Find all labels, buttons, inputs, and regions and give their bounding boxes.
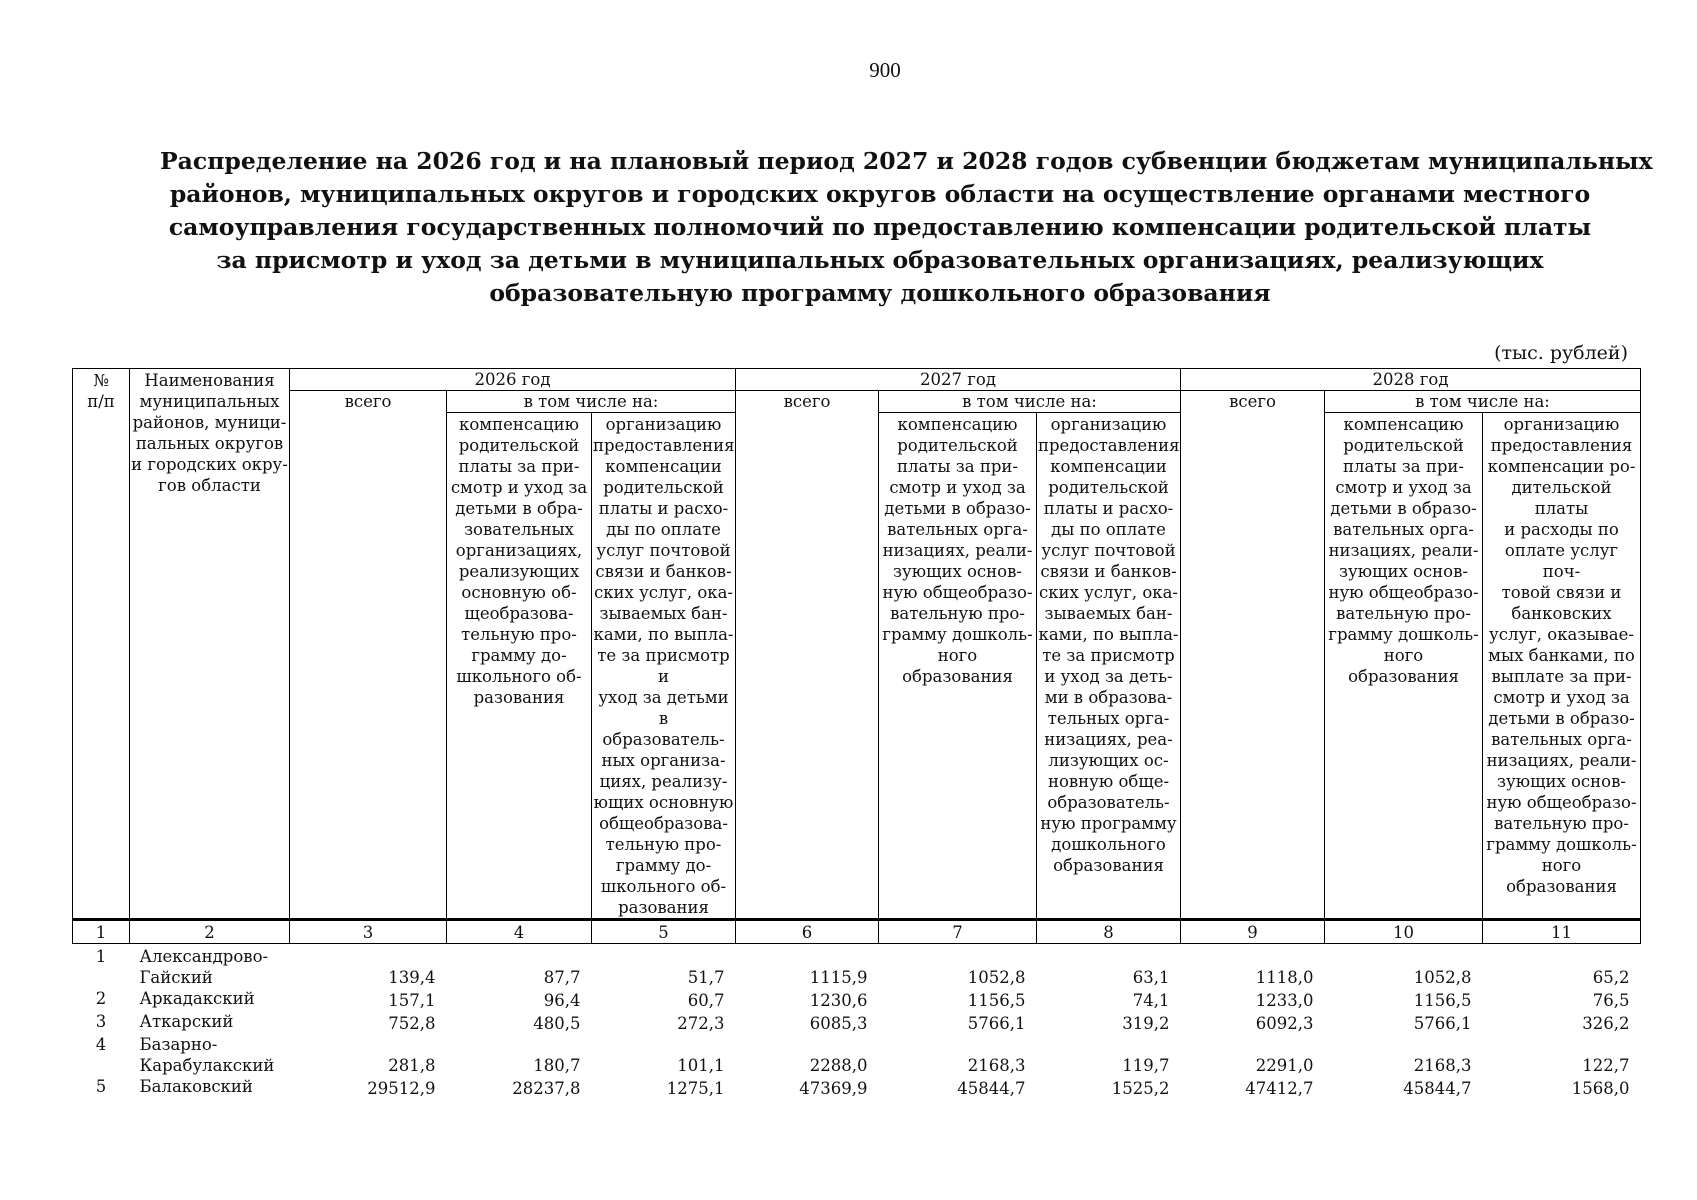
column-number: 1 (73, 920, 130, 944)
value-cell: 180,7 (533, 1056, 581, 1075)
value-cell: 45844,7 (1403, 1079, 1472, 1098)
value-cell: 2168,3 (967, 1056, 1026, 1075)
header-compensation: компенсацию родительской платы за при- смотр и уход за детьми в образо- вательных орга- низациях, реали- зующих основ- ную общеобразо- вательную про- грамму дошколь- ного образования (879, 413, 1037, 920)
value-cell: 1525,2 (1111, 1079, 1170, 1098)
column-number: 5 (592, 920, 736, 944)
table-row (73, 1076, 1641, 1099)
value-cell: 157,1 (388, 991, 436, 1010)
value-cell: 6092,3 (1255, 1014, 1314, 1033)
title-line: самоуправления государственных полномочий по предоставлению компенсации родительской платы (168, 213, 1592, 241)
value-cell: 29512,9 (367, 1079, 436, 1098)
title-line: районов, муниципальных округов и городских округов области на осуществление органами местного (169, 180, 1591, 208)
municipality-name: Аткарский (139, 1012, 234, 1031)
header-total: всего (290, 391, 447, 920)
units-label: (тыс. рублей) (1494, 342, 1628, 364)
value-cell: 45844,7 (957, 1079, 1026, 1098)
row-number: 3 (95, 1012, 107, 1031)
value-cell: 1233,0 (1255, 991, 1314, 1010)
header-organization: организацию предоставления компенсации родительской платы и расхо- ды по оплате услуг почтовой связи и банков- ских услуг, ока- зываемых бан- ками, по выпла- те за присмотр и уход за деть- ми в образова- тельных орга- низациях, реа- лизующих ос- новную обще- образователь- ную программу дошкольного образования (1037, 413, 1181, 920)
value-cell: 139,4 (388, 968, 436, 987)
header-compensation: компенсацию родительской платы за при- смотр и уход за детьми в образо- вательных орга- низациях, реали- зующих основ- ную общеобразо- вательную про- грамму дошколь- ного образования (1325, 413, 1483, 920)
header-compensation: компенсацию родительской платы за при- смотр и уход за детьми в обра- зовательных организациях, реализующих основную об- щеобразова- тельную про- грамму до- школьного об- разования (447, 413, 592, 920)
value-cell: 119,7 (1122, 1056, 1170, 1075)
value-cell: 5766,1 (967, 1014, 1026, 1033)
value-cell: 1275,1 (666, 1079, 725, 1098)
header-year-2026: 2026 год (290, 369, 736, 391)
column-number: 3 (290, 920, 447, 944)
row-number: 1 (95, 947, 107, 966)
table-row (73, 988, 1641, 1011)
value-cell: 752,8 (388, 1014, 436, 1033)
column-number: 11 (1483, 920, 1641, 944)
value-cell: 2291,0 (1255, 1056, 1314, 1075)
value-cell: 1118,0 (1255, 968, 1314, 987)
municipality-name: Базарно- Карабулакский (139, 1035, 275, 1075)
column-number: 2 (130, 920, 290, 944)
value-cell: 47369,9 (799, 1079, 868, 1098)
value-cell: 272,3 (677, 1014, 725, 1033)
column-number: 10 (1325, 920, 1483, 944)
column-number: 8 (1037, 920, 1181, 944)
column-number: 9 (1181, 920, 1325, 944)
header-name: Наименования муниципальных районов, муници- пальных округов и городских окру- гов области (130, 369, 290, 920)
value-cell: 65,2 (1592, 968, 1630, 987)
header-organization: организацию предоставления компенсации ро- дительской платы и расходы по оплате услуг поч- товой связи и банковских услуг, оказывае- мых банками, по выплате за при- смотр и уход за детьми в образо- вательных орга- низациях, реали- зующих основ- ную общеобразо- вательную про- грамму дошколь- ного образования (1483, 413, 1641, 920)
header-organization: организацию предоставления компенсации родительской платы и расхо- ды по оплате услуг почтовой связи и банков- ских услуг, ока- зываемых бан- ками, по выпла- те за присмотр и уход за детьми в образователь- ных организа- циях, реализу- ющих основную общеобразова- тельную про- грамму до- школьного об- разования (592, 413, 736, 920)
municipality-name: Александрово- Гайский (139, 947, 269, 987)
column-number: 4 (447, 920, 592, 944)
header-including: в том числе на: (447, 391, 736, 413)
header-number: № п/п (73, 369, 130, 920)
value-cell: 101,1 (677, 1056, 725, 1075)
title-line: за присмотр и уход за детьми в муниципальных образовательных организациях, реализующих (216, 246, 1544, 274)
table-row (73, 1034, 1641, 1076)
municipality-name: Балаковский (139, 1077, 253, 1096)
distribution-table (72, 368, 1641, 1099)
value-cell: 319,2 (1122, 1014, 1170, 1033)
title-line: Распределение на 2026 год и на плановый период 2027 и 2028 годов субвенции бюджетам муниципальных (160, 147, 1653, 175)
value-cell: 60,7 (687, 991, 725, 1010)
value-cell: 63,1 (1132, 968, 1170, 987)
header-including: в том числе на: (1325, 391, 1641, 413)
value-cell: 1052,8 (1413, 968, 1472, 987)
column-number: 7 (879, 920, 1037, 944)
column-number: 6 (736, 920, 879, 944)
value-cell: 74,1 (1132, 991, 1170, 1010)
value-cell: 1156,5 (1413, 991, 1472, 1010)
value-cell: 1156,5 (967, 991, 1026, 1010)
value-cell: 2288,0 (809, 1056, 868, 1075)
row-number: 4 (95, 1035, 107, 1054)
municipality-name: Аркадакский (139, 989, 255, 1008)
document-title (160, 145, 1653, 310)
header-total: всего (736, 391, 879, 920)
header-including: в том числе на: (879, 391, 1181, 413)
value-cell: 1568,0 (1571, 1079, 1630, 1098)
header-year-2027: 2027 год (736, 369, 1181, 391)
header-year-2028: 2028 год (1181, 369, 1641, 391)
value-cell: 87,7 (543, 968, 581, 987)
value-cell: 76,5 (1592, 991, 1630, 1010)
value-cell: 6085,3 (809, 1014, 868, 1033)
value-cell: 326,2 (1582, 1014, 1630, 1033)
value-cell: 47412,7 (1245, 1079, 1314, 1098)
value-cell: 5766,1 (1413, 1014, 1472, 1033)
value-cell: 1230,6 (809, 991, 868, 1010)
table-row (73, 944, 1641, 989)
row-number: 2 (95, 989, 107, 1008)
row-number: 5 (95, 1077, 107, 1096)
table-header (73, 369, 1641, 944)
value-cell: 1052,8 (967, 968, 1026, 987)
value-cell: 480,5 (533, 1014, 581, 1033)
value-cell: 122,7 (1582, 1056, 1630, 1075)
value-cell: 1115,9 (809, 968, 868, 987)
value-cell: 96,4 (543, 991, 581, 1010)
header-total: всего (1181, 391, 1325, 920)
table-row (73, 1011, 1641, 1034)
title-line: образовательную программу дошкольного образования (489, 279, 1271, 307)
table-body (73, 944, 1641, 1100)
page-number: 900 (869, 58, 901, 82)
value-cell: 281,8 (388, 1056, 436, 1075)
value-cell: 2168,3 (1413, 1056, 1472, 1075)
value-cell: 28237,8 (512, 1079, 581, 1098)
column-number-row (73, 920, 1641, 944)
value-cell: 51,7 (687, 968, 725, 987)
